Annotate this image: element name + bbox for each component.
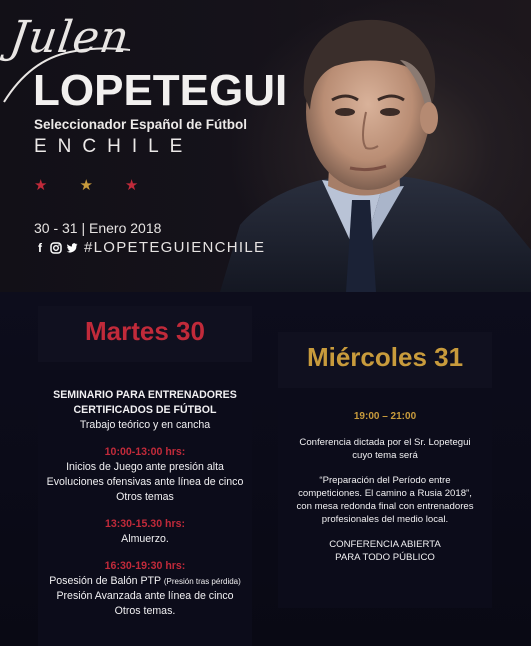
star-icon: ★	[34, 177, 48, 194]
day1-time-slot: 13:30-15.30 hrs:	[104, 518, 186, 530]
day1-header	[38, 306, 252, 362]
coach-first-name: Julen	[6, 12, 134, 63]
day2-quote-line: profesionales del medio local.	[321, 514, 449, 525]
coach-role: Seleccionador Español de Fútbol	[34, 117, 248, 132]
event-dates: 30 - 31 | Enero 2018	[34, 220, 162, 236]
day2-quote-line: “Preparación del Período entre	[319, 475, 451, 486]
day2-closing-line: PARA TODO PÚBLICO	[335, 552, 435, 563]
day1-topic	[38, 574, 252, 589]
day2-closing-line: CONFERENCIA ABIERTA	[329, 539, 441, 550]
day1-topic: Inicios de Juego ante presión alta	[66, 461, 224, 473]
day2-header	[278, 332, 492, 388]
day2-title: Miércoles 31	[306, 342, 464, 372]
day1-topic-main: Posesión de Balón PTP	[49, 575, 161, 587]
stars-row	[34, 178, 138, 193]
day1-topic: Evoluciones ofensivas ante línea de cinco	[46, 476, 244, 488]
hero-banner	[0, 0, 531, 292]
day1-intro-line: Trabajo teórico y en cancha	[79, 419, 211, 431]
day1-topic-note: (Presión tras pérdida)	[163, 577, 241, 586]
coach-last-name: LOPETEGUI	[33, 66, 288, 115]
day2-intro-line: Conferencia dictada por el Sr. Lopetegui	[299, 437, 471, 448]
day2-program	[278, 398, 492, 608]
day2-time-slot: 19:00 – 21:00	[353, 411, 417, 422]
twitter-icon[interactable]	[66, 242, 78, 254]
day2-intro-line: cuyo tema será	[352, 450, 418, 461]
social-row	[34, 239, 265, 256]
day1-time-slot: 10:00-13:00 hrs:	[104, 446, 186, 458]
instagram-icon[interactable]	[50, 242, 62, 254]
star-icon: ★	[124, 177, 139, 194]
event-location: ENCHILE	[34, 136, 194, 157]
day1-intro-line: SEMINARIO PARA ENTRENADORES	[53, 389, 237, 401]
day1-title: Martes 30	[85, 316, 205, 346]
star-icon: ★	[79, 177, 93, 194]
event-hashtag[interactable]: #LOPETEGUIENCHILE	[84, 239, 266, 256]
day1-time-slot: 16:30-19:30 hrs:	[104, 560, 186, 572]
day1-topic: Presión Avanzada ante línea de cinco	[56, 590, 234, 602]
facebook-icon[interactable]: f	[38, 240, 42, 255]
day1-topic: Almuerzo.	[121, 533, 169, 545]
day1-topic: Otros temas	[116, 491, 174, 503]
day1-topic: Otros temas.	[114, 605, 176, 617]
day2-quote-line: competiciones. El camino a Rusia 2018”,	[298, 488, 472, 499]
day2-quote-line: con mesa redonda final con entrenadores	[296, 501, 474, 512]
day1-program	[38, 376, 252, 646]
schedule-section	[0, 292, 531, 646]
day1-intro-line: CERTIFICADOS DE FÚTBOL	[73, 404, 217, 416]
